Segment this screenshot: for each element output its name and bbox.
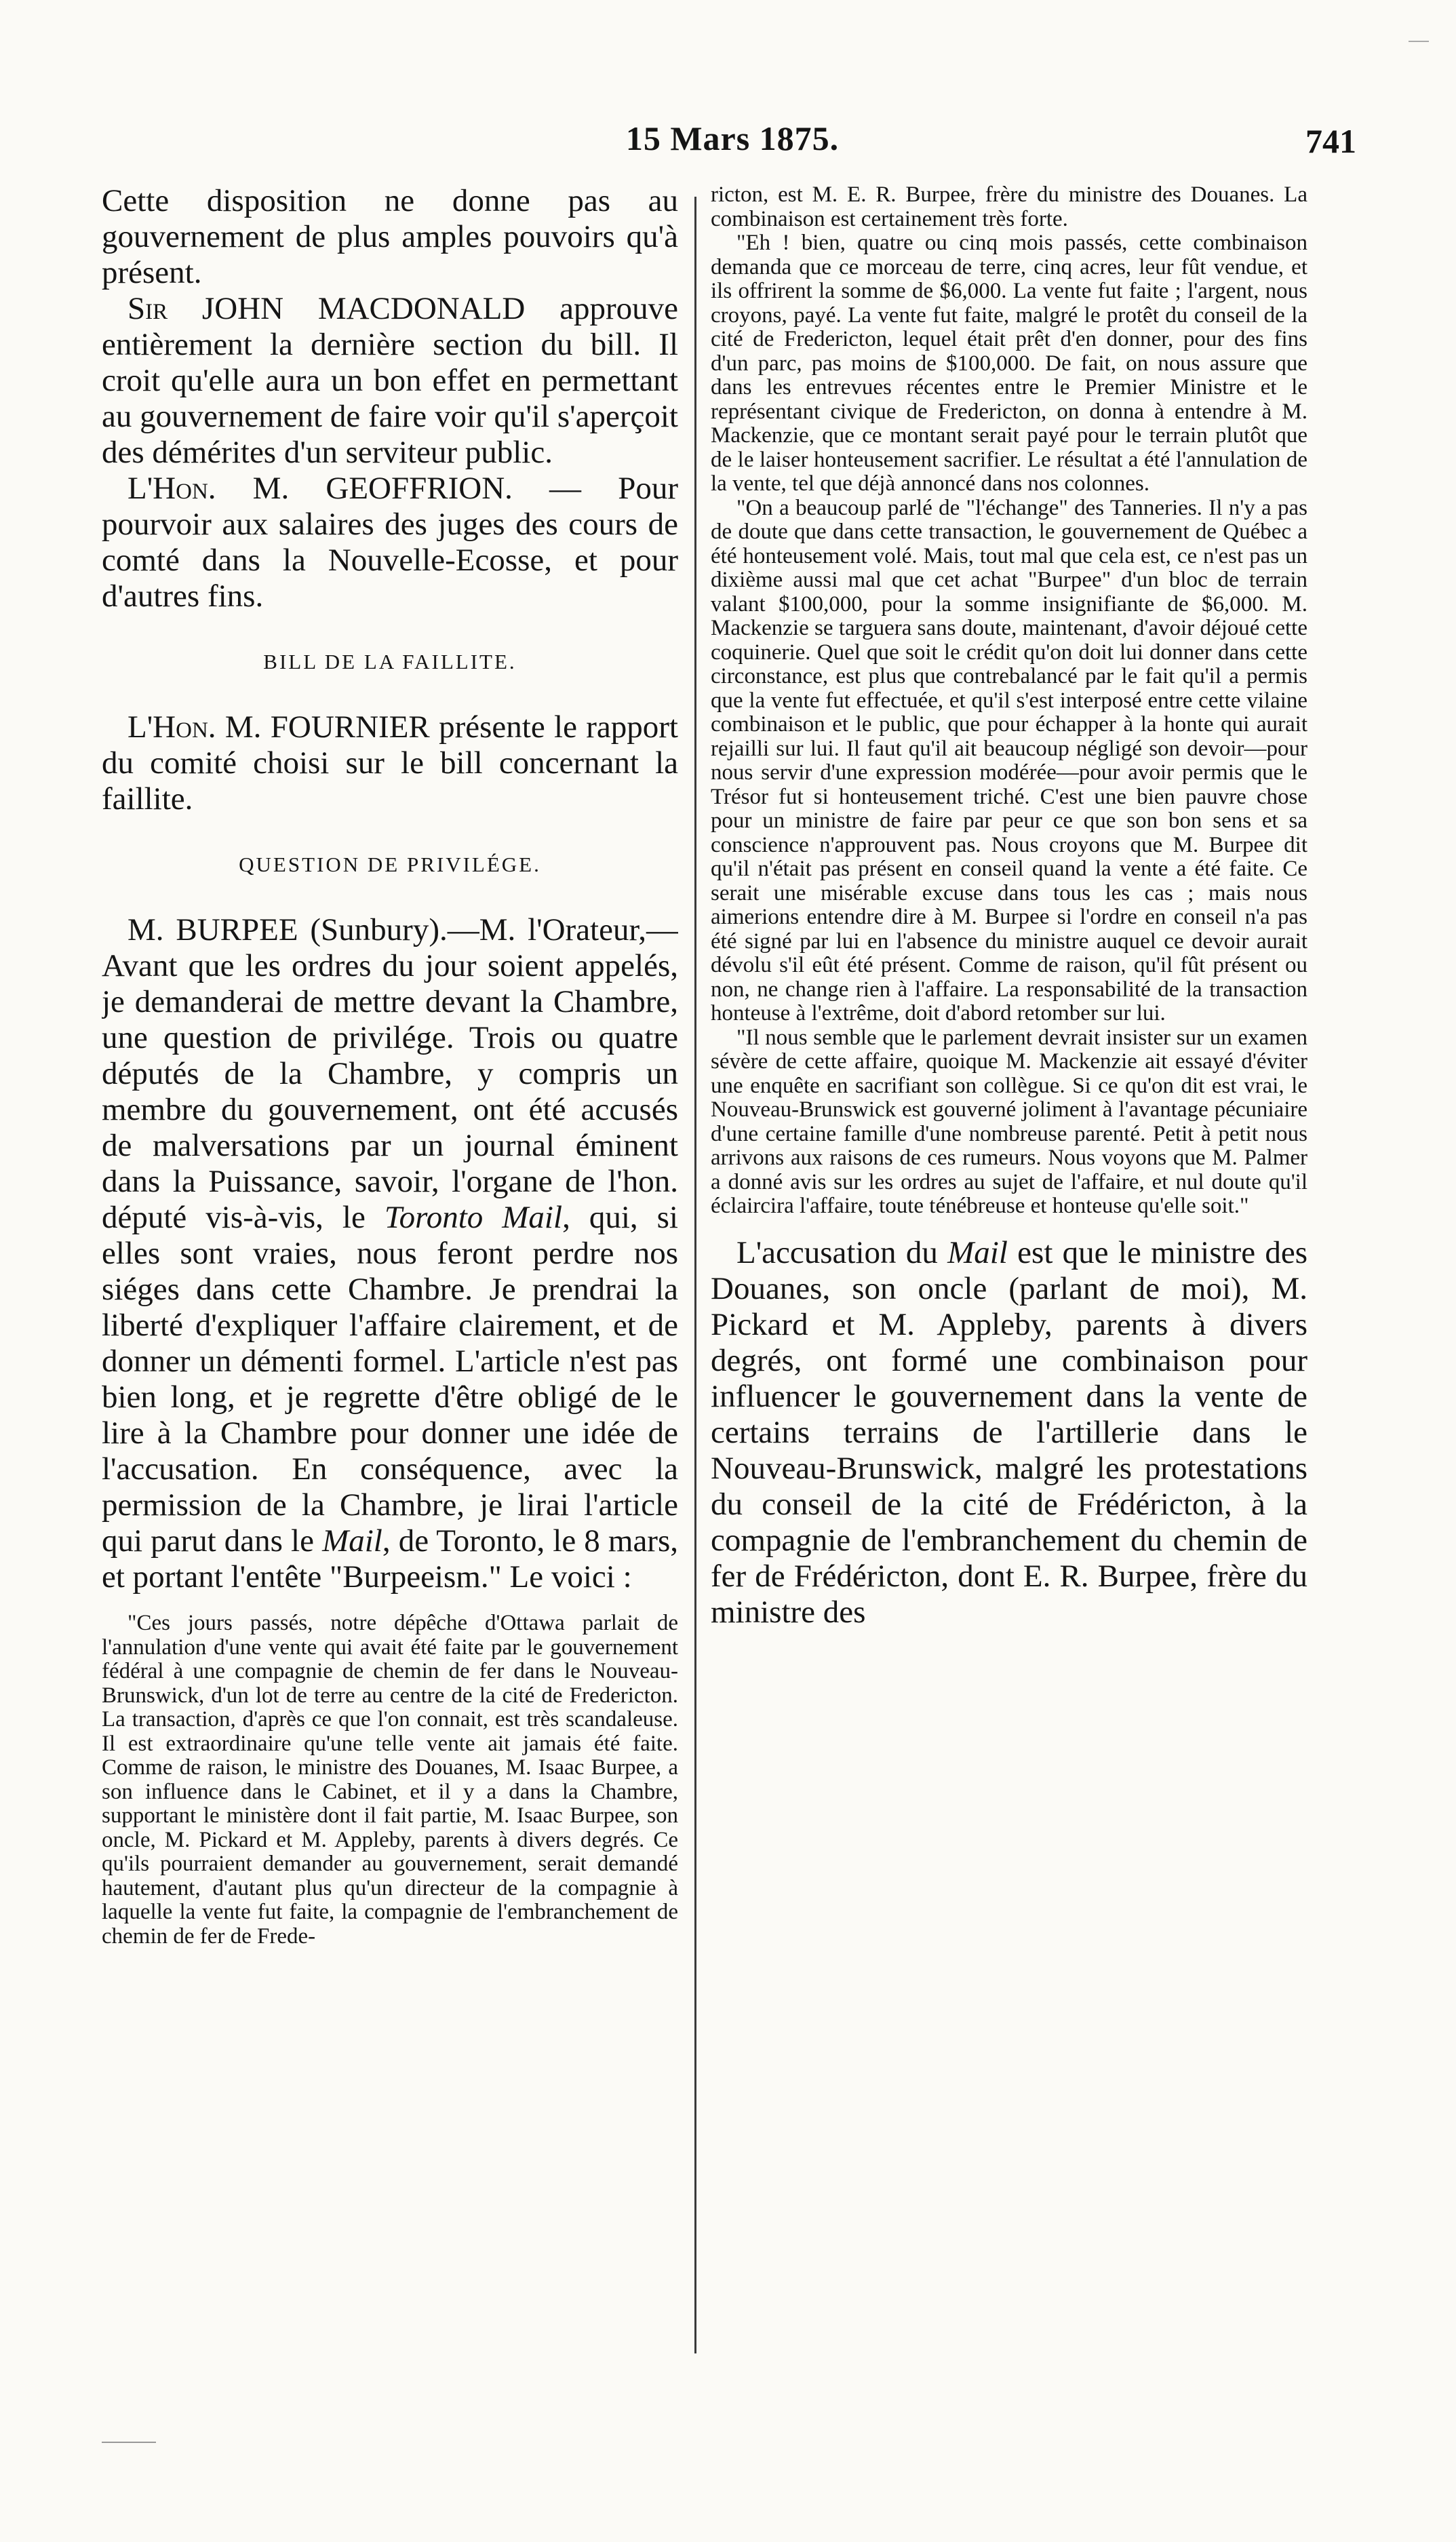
speaker-name: L'Hon. M. FOURNIER [127,709,430,745]
section-heading: QUESTION DE PRIVILÉGE. [239,853,541,876]
corner-mark [1409,41,1429,42]
paragraph-text: approuve entièrement la dernière section du bill. Il croit qu'elle aura un bon effet en permettant au gouvernement de faire voir qu'il s'aperçoit des démérites d'un serviteur public. [102,291,678,470]
bottom-rule [102,2442,156,2443]
page-number: 741 [1305,122,1356,160]
paragraph-text: L'accusation du [736,1234,948,1270]
paragraph-text: , de Toronto, le 8 mars, et portant l'entête "Burpeeism." Le voici : [102,1523,678,1595]
speaker-name: Sir JOHN MACDONALD [127,291,526,326]
newspaper-title: Mail [322,1523,382,1559]
paragraph-text: Cette disposition ne donne pas au gouvernement de plus amples pouvoirs qu'à présent. [102,183,678,290]
quoted-article: "Ces jours passés, notre dépêche d'Ottawa parlait de l'annulation d'une vente qui avait été faite par le gouvernement fédéral à une compagnie de chemin de fer dans le Nouveau-Brunswick, d'un lot de terre au centre de la cité de Fredericton. La transaction, d'après ce que l'on connait, est très scandaleuse. Il est extraordinaire qu'une telle vente ait jamais été faite. Comme de raison, le ministre des Douanes, M. Isaac Burpee, a son influence dans le Cabinet, et il y a dans la Chambre, supportant le ministère dont il fait partie, M. Isaac Burpee, son oncle, M. Pickard et M. Appleby, parents à divers degrés. Ce qu'ils pourraient demander au gouvernement, serait demandé hautement, d'autant plus qu'un directeur de la compagnie à laquelle la vente fut faite, la compagnie de l'embranchement de chemin de fer de Frede- [102,1611,678,1949]
page-header [109,119,1356,166]
paragraph-text: , qui, si elles sont vraies, nous feront perdre nos siéges dans cette Chambre. Je prendrai la liberté d'expliquer l'affaire clairement, et de donner un démenti formel. L'article n'est pas bien long, et je regrette d'être obligé de le lire à la Chambre pour donner une idée de l'accusation. En conséquence, avec la permission de la Chambre, je lirai l'article qui parut dans le [102,1200,678,1559]
newspaper-title: Toronto Mail [384,1200,563,1235]
paragraph [102,183,678,291]
paragraph-text: est que le ministre des Douanes, son oncle (parlant de moi), M. Pickard et M. Appleby, parents à divers degrés, ont formé une combinaison pour influencer le gouvernement dans la vente de certains terrains de l'artillerie dans le Nouveau-Brunswick, malgré les protestations du conseil de la cité de Frédéricton, à la compagnie de l'embranchement du chemin de fer de Frédéricton, dont E. R. Burpee, frère du ministre des [711,1234,1307,1630]
paragraph-text: — Pour pourvoir aux salaires des juges des cours de comté dans la Nouvelle-Ecosse, et pour d'autres fins. [102,471,678,614]
paragraph [102,709,678,817]
paragraph [102,291,678,471]
paragraph [102,471,678,614]
quoted-article: ricton, est M. E. R. Burpee, frère du ministre des Douanes. La combinaison est certainement très forte. [711,183,1307,231]
header-date: 15 Mars 1875. [625,119,840,157]
right-column [711,183,1307,2374]
quoted-article: "Eh ! bien, quatre ou cinq mois passés, cette combinaison demanda que ce morceau de terre, cinq acres, leur fût vendue, et ils offrirent la somme de $6,000. La vente fut faite ; l'argent, nous croyons, payé. La vente fut faite, malgré le protêt du conseil de la cité de Fredericton, lequel était prêt d'en donner, pour des fins d'un parc, pas moins de $100,000. De fait, on nous assure que dans les entrevues récentes entre le Premier Ministre et le représentant civique de Fredericton, on donna à entendre à M. Mackenzie, que ce montant serait payé pour le terrain plutôt que de le laiser honteusement sacrifier. Le résultat a été l'annulation de la vente, tel que déjà annoncé dans nos colonnes. [711,231,1307,496]
paragraph-text: présente le rapport du comité choisi sur le bill concernant la faillite. [102,709,678,817]
speaker-name: M. BURPEE [127,912,298,947]
newspaper-title: Mail [947,1234,1008,1270]
left-column [102,183,678,2374]
paragraph [711,1235,1307,1630]
quoted-article: "On a beaucoup parlé de "l'échange" des Tanneries. Il n'y a pas de doute que dans cette transaction, le gouvernement de Québec a été honteusement volé. Mais, tout mal que cela est, ce n'est pas un dixième aussi mal que cet achat "Burpee" d'un bloc de terrain valant $100,000, pour la somme insignifiante de $6,000. M. Mackenzie se targuera sans doute, maintenant, d'avoir déjoué cette coquinerie. Quel que soit le crédit qu'on doit lui donner dans cette circonstance, est plus que contrebalancé par le fait qu'il a permis que la vente fut effectuée, et qu'il s'est interposé entre cette vilaine combinaison et le public, que pour échapper à la honte qui aurait rejailli sur lui. Il faut qu'il ait beaucoup négligé son devoir—pour nous servir d'une expression modérée—pour avoir permis que le Trésor fut si honteusement triché. C'est une bien pauvre chose pour un ministre de faire par peur ce que son bon sens et sa conscience n'approuvent pas. Nous croyons que M. Burpee dit qu'il n'était pas présent en conseil quand la vente a été faite. Ce serait une misérable excuse dans tous les cas ; mais nous aimerions entendre dire à M. Burpee si l'ordre en conseil n'a pas été signé par lui en l'absence du ministre auquel ce devoir aurait dévolu s'il eût été présent. Comme de raison, qu'il fût présent ou non, ne change rien à l'affaire. La responsabilité de la transaction honteuse à l'extrême, doit d'abord retomber sur lui. [711,495,1307,1025]
section-heading: BILL DE LA FAILLITE. [263,650,517,673]
column-divider [694,197,696,2353]
speaker-name: L'Hon. M. GEOFFRION. [127,471,513,506]
paragraph [102,912,678,1595]
quoted-article: "Il nous semble que le parlement devrait insister sur un examen sévère de cette affaire, quoique M. Mackenzie ait essayé d'éviter une enquête en sacrifiant son collègue. Si ce qu'on dit est vrai, le Nouveau-Brunswick est gouverné joliment à l'avantage pécuniaire d'une certaine famille d'une nombreuse parenté. Petit à petit nous arrivons aux raisons de ces rumeurs. Nous voyons que M. Palmer a donné avis sur les ordres au sujet de l'affaire, et nul doute qu'il éclaircira l'affaire, toute ténébreuse et honteuse qu'elle soit." [711,1025,1307,1218]
paragraph-text: (Sunbury).—M. l'Orateur,—Avant que les ordres du jour soient appelés, je demanderai de mettre devant la Chambre, une question de privilége. Trois ou quatre députés de la Chambre, y compris un membre du gouvernement, ont été accusés de malversations par un journal éminent dans la Puissance, savoir, l'organe de l'hon. député vis-à-vis, le [102,912,678,1235]
